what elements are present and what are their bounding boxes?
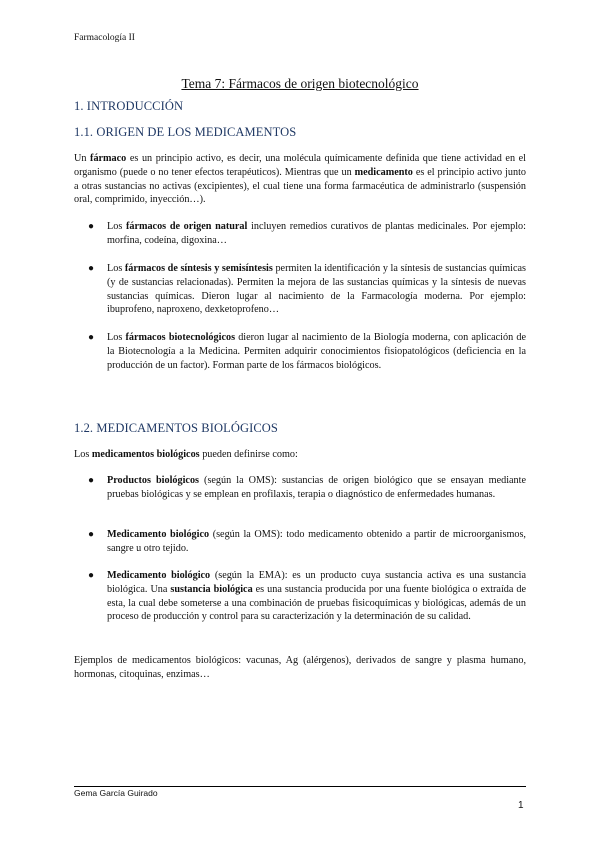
text-run: Los <box>107 332 126 343</box>
section-heading-origen: 1.1. ORIGEN DE LOS MEDICAMENTOS <box>74 125 297 139</box>
paragraph-ejemplos: Ejemplos de medicamentos biológicos: vacunas, Ag (alérgenos), derivados de sangre y plasma humano, hormonas, citoquinas, enzimas… <box>74 655 526 680</box>
text-run: (según la EMA): es un producto cuya sustancia activa es una sustancia biológica. Una <box>107 570 526 595</box>
list-item-biotecnologicos <box>88 331 526 372</box>
text-run: dieron lugar al nacimiento de la Biología moderna, con aplicación de la Biotecnología a la Medicina. Permiten adquirir conocimientos fisiopatológicos (deficiencia en la producción de un factor). Forman parte de los fármacos biológicos. <box>107 332 526 371</box>
text-run: es una sustancia producida por una fuente biológica o extraída de esta, la cual debe someterse a una combinación de pruebas fisicoquímicas y biológicas, además de un proceso de producción y control para su caracterización y la determinación de su calidad. <box>107 583 527 623</box>
text-run: (según la OMS): todo medicamento obtenido a partir de microorganismos, sangre u otro tejido. <box>107 529 526 554</box>
document-title: Tema 7: Fármacos de origen biotecnológico <box>181 76 419 91</box>
paragraph-biologicos-intro <box>74 448 526 462</box>
list-item-sintesis <box>88 262 526 317</box>
page-number: 1 <box>518 800 524 811</box>
bold-term-farmaco: fármaco <box>90 153 127 164</box>
list-item-medicamento-oms <box>88 528 526 556</box>
list-item-natural <box>88 220 526 248</box>
list-item-medicamento-ema <box>88 569 526 624</box>
bullet-icon: ● <box>88 263 95 274</box>
bold-term-medicamento: medicamento <box>354 166 413 178</box>
bullet-icon: ● <box>88 529 95 540</box>
footer-author: Gema García Guirado <box>74 788 158 798</box>
bold-term: fármacos biotecnológicos <box>125 332 236 343</box>
bullet-icon: ● <box>88 332 95 343</box>
paragraph-farmaco-definition <box>74 152 526 207</box>
bullet-icon: ● <box>88 570 95 581</box>
bullet-icon: ● <box>88 221 95 232</box>
bold-term: fármacos de síntesis y semisíntesis <box>124 263 273 274</box>
section-heading-biologicos: 1.2. MEDICAMENTOS BIOLÓGICOS <box>74 421 278 435</box>
bold-term: fármacos de origen natural <box>125 221 248 232</box>
footer-divider <box>74 786 526 787</box>
text-run: pueden definirse como: <box>199 449 298 460</box>
section-heading-introduccion: 1. INTRODUCCIÓN <box>74 99 184 113</box>
bold-term: Productos biológicos <box>107 475 200 486</box>
bold-term-sustancia: sustancia biológica <box>170 583 253 595</box>
bullet-icon: ● <box>88 475 95 486</box>
text-run: incluyen remedios curativos de plantas medicinales. Por ejemplo: morfina, codeína, digoxina… <box>107 221 526 246</box>
text-run: permiten la identificación y la síntesis de sustancias químicas (y de sustancias relacionadas). Permiten la mejora de las sustancias químicas y la síntesis de nuevas sustancias químicas. Dieron lugar al nacimiento de la Farmacología moderna. Por ejemplo: ibuprofeno, naproxeno, dexketoprofeno… <box>107 263 527 316</box>
bold-term: medicamentos biológicos <box>91 449 200 460</box>
list-item-productos-biologicos <box>88 474 526 502</box>
bold-term: Medicamento biológico <box>107 529 210 540</box>
text-run: es el principio activo junto a otras sustancias no activas (excipientes), el cual tiene una forma farmacéutica de administrarlo (suspensión oral, comprimido, inyección…). <box>74 166 526 206</box>
page-header: Farmacología II <box>74 33 135 43</box>
text-run: es un principio activo, es decir, una molécula químicamente definida que tiene actividad en el organismo (puede o no tener efectos terapéuticos). Mientras que un <box>74 153 526 178</box>
text-run: (según la OMS): sustancias de origen biológico que se ensayan mediante pruebas biológicas y se emplean en profilaxis, terapia o diagnóstico de enfermedades humanas. <box>107 475 526 500</box>
text-run: Un <box>74 153 91 164</box>
text-run: Los <box>107 221 126 232</box>
text-run: Los <box>107 263 125 274</box>
text-run: Los <box>74 449 92 460</box>
bold-term: Medicamento biológico <box>107 570 211 581</box>
